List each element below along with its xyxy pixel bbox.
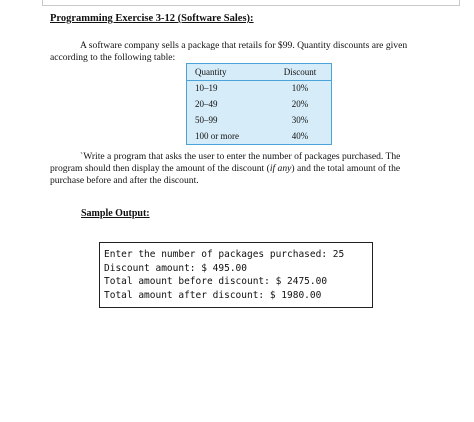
quantity-cell: 100 or more [195,131,239,141]
quantity-cell: 50–99 [195,115,218,125]
instructions-italic: if any [269,163,292,174]
table-row [187,80,331,96]
header-quantity: Quantity [195,67,227,77]
quantity-cell: 10–19 [195,83,218,93]
table-header-row [187,64,331,81]
instructions-paragraph [50,151,430,187]
instructions-text-start: `Write a program that asks the user to enter the number of packages purchased. The program should then display the amount of the discount ( [50,151,401,174]
quantity-cell: 20–49 [195,99,218,109]
console-line: Total amount after discount: $ 1980.00 [104,289,322,301]
exercise-title: Programming Exercise 3-12 (Software Sales): [50,13,254,24]
discount-cell: 20% [291,99,309,109]
discount-cell: 10% [291,83,309,93]
console-line: Enter the number of packages purchased: 25 [104,249,345,260]
sample-output-console [99,242,373,308]
discount-cell: 40% [291,131,309,141]
header-discount: Discount [283,67,317,77]
table-row [187,112,331,128]
discount-cell: 30% [291,115,309,125]
table-row [187,96,331,112]
instructions-text-end: ) and the total amount of the purchase before and after the discount. [50,163,401,186]
console-line: Discount amount: $ 495.00 [104,262,247,274]
console-line: Total amount before discount: $ 2475.00 [104,276,328,287]
discount-table [186,63,332,145]
table-row [187,128,331,144]
top-border-frame [42,0,460,6]
intro-paragraph: A software company sells a package that retails for $99. Quantity discounts are given according to the following table: [50,40,408,63]
sample-output-label: Sample Output: [81,208,150,219]
